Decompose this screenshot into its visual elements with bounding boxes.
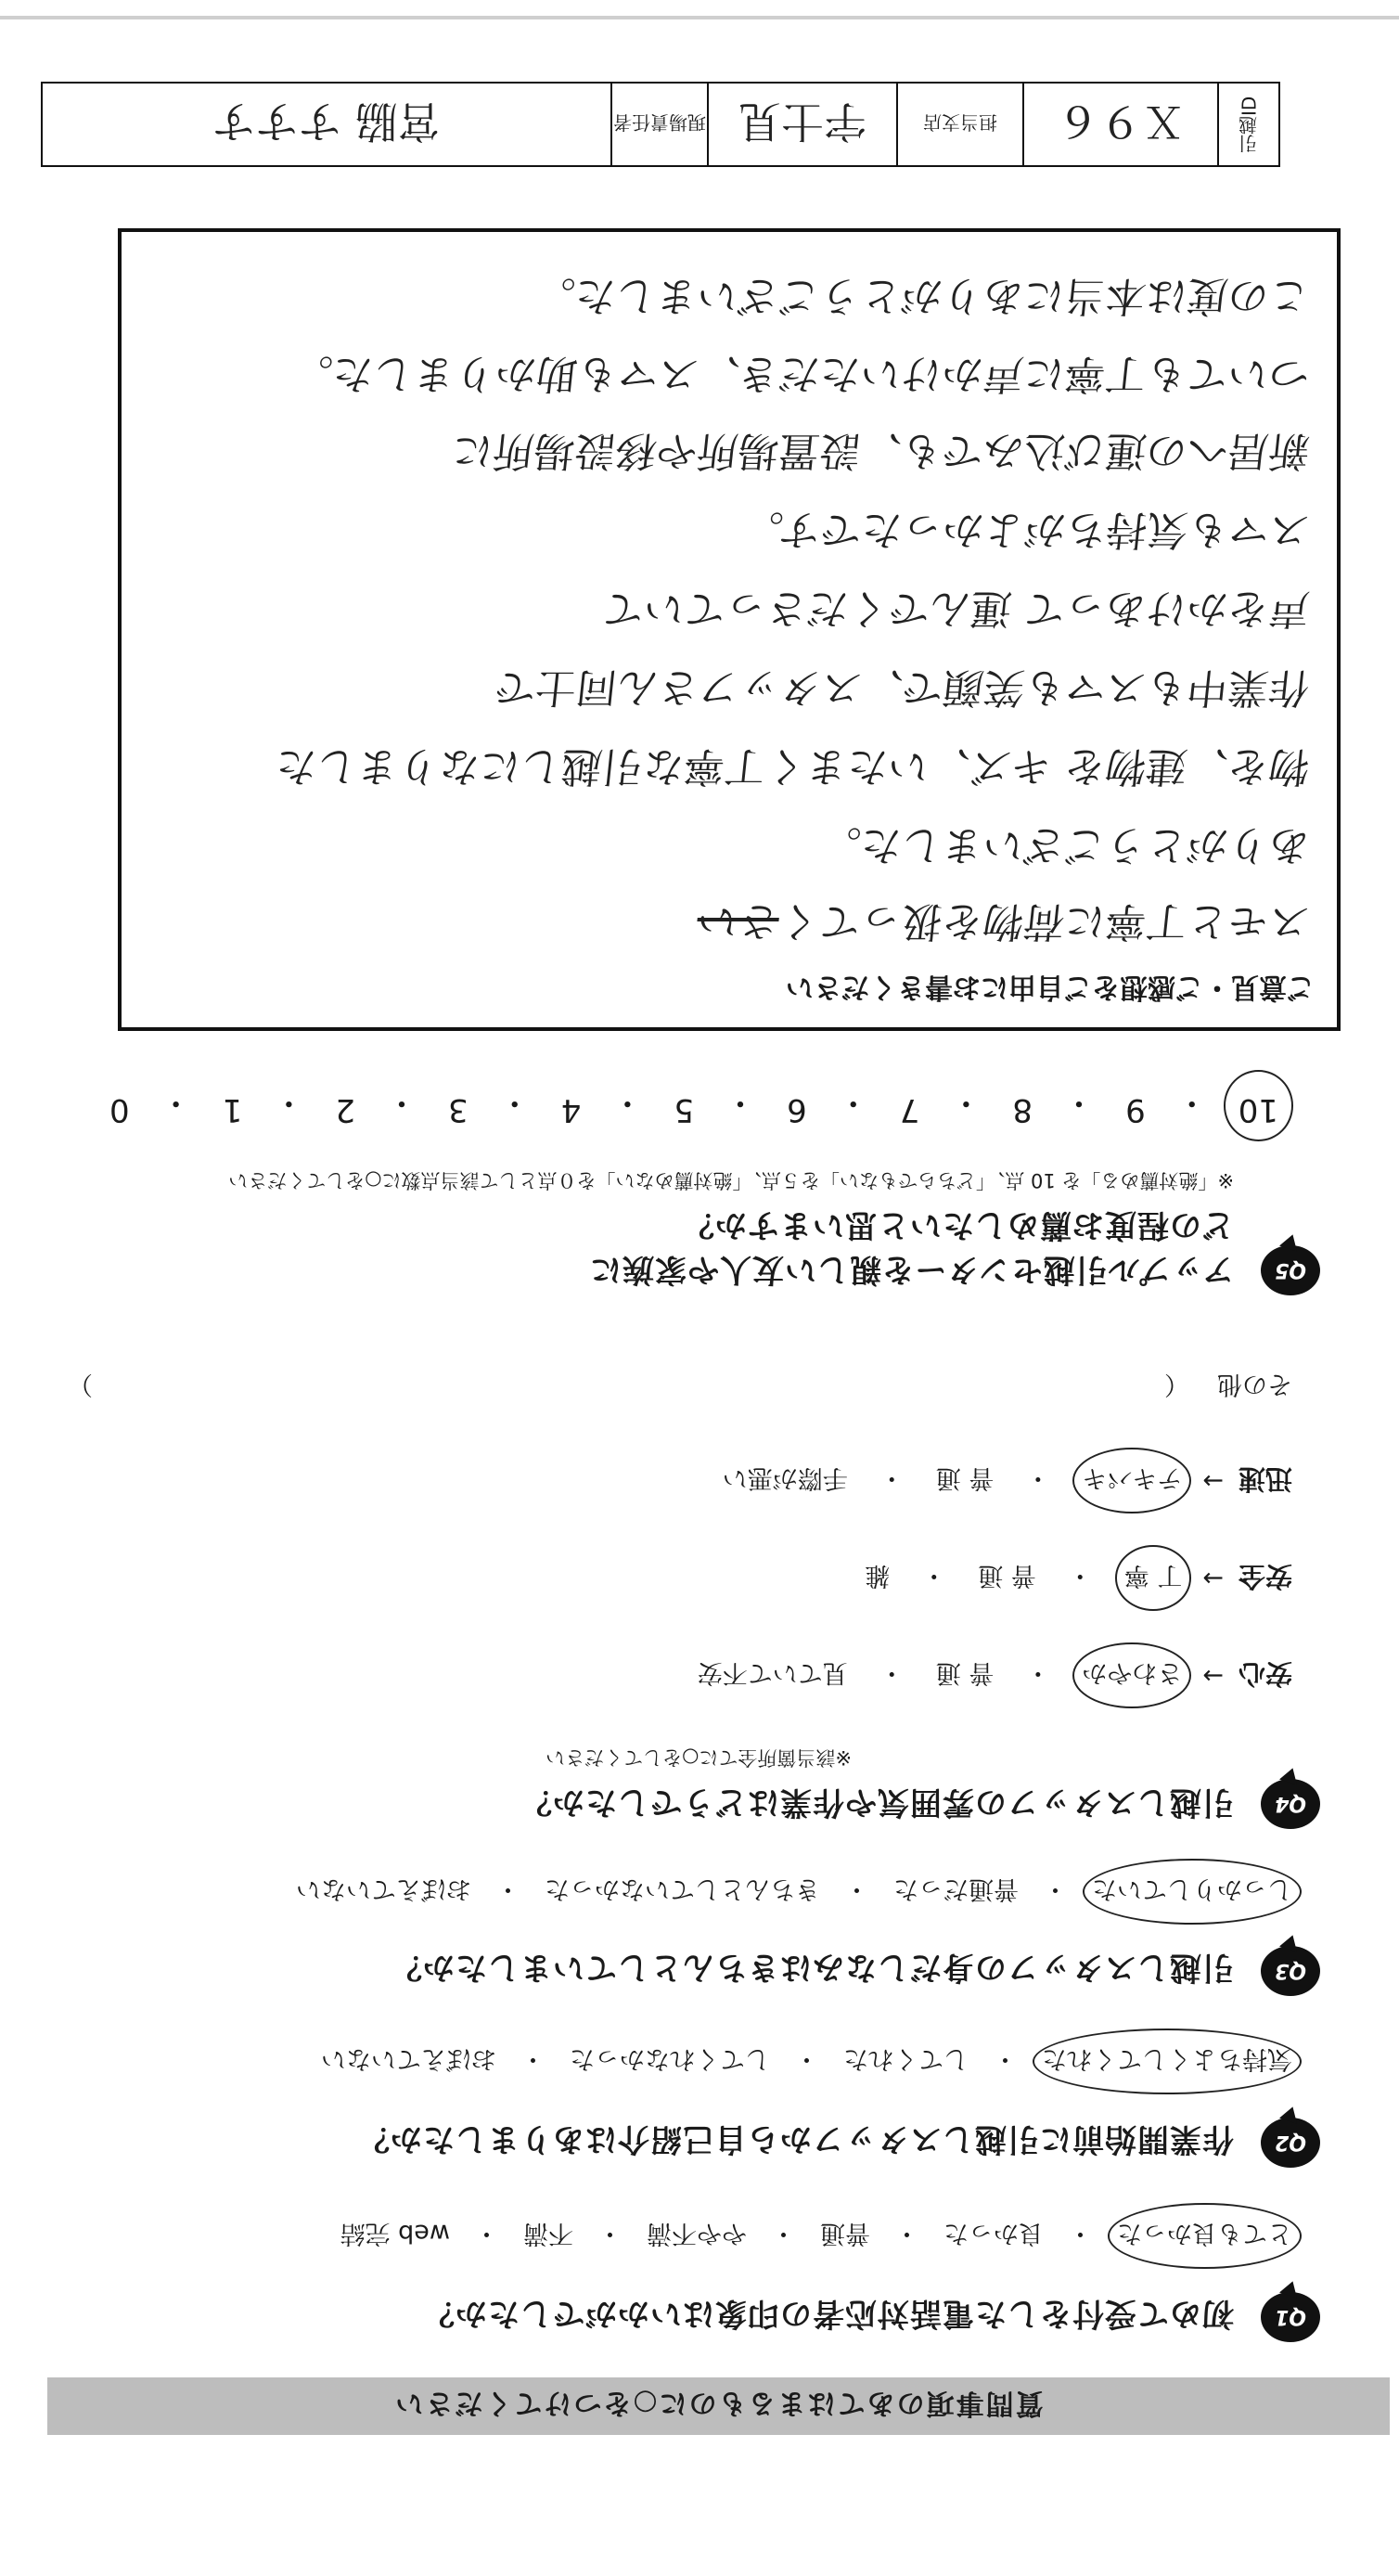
comment-box[interactable]	[118, 228, 1341, 1031]
comment-line-7: 新居への運び込みでも、設置場所や移設場所に	[449, 427, 1313, 474]
arrow-right-icon: →	[1202, 1564, 1224, 1592]
comment-line-3: 物を、建物を キズ、いたまく丁寧な引越しになりました	[273, 742, 1313, 790]
arrow-right-icon: →	[1202, 1466, 1224, 1495]
staff-id-value: Ｘ９６	[1057, 97, 1185, 147]
q4-anshin-option-refreshing[interactable]: さわやか	[1082, 1657, 1182, 1694]
q4-anzen-option-careful[interactable]: 丁 寧	[1124, 1560, 1183, 1596]
comment-title: ご意見・ご感想をご自由にお書きください	[786, 971, 1315, 1003]
score-3[interactable]: 3	[448, 1091, 468, 1128]
q5-question-line2: どの程度お薦めしたいと思いますか？	[682, 1206, 1234, 1243]
q2-question: 作業開始前に引越しスタッフから自己紹介はありましたか？	[357, 2120, 1234, 2157]
q4-row-jinsoku: 迅速 → テキパキ ・ 普 通 ・ 手際が悪い	[723, 1462, 1292, 1500]
staff-branch-label-cell	[896, 84, 1022, 165]
q4-category-anshin: 安心	[1238, 1658, 1292, 1690]
q1-option-web[interactable]: web 完結	[340, 2219, 450, 2248]
staff-leader-label-cell	[610, 84, 707, 165]
q1-option-dissatisfied[interactable]: 不満	[523, 2219, 573, 2248]
score-10[interactable]: 10	[1239, 1083, 1278, 1128]
scan-edge-divider	[0, 16, 1399, 19]
q4-other-row	[68, 1369, 1292, 1405]
q4-jinsoku-option-normal[interactable]: 普 通	[935, 1463, 995, 1492]
q2-option-dont-remember[interactable]: おぼえていない	[321, 2044, 496, 2073]
instruction-bar	[47, 2377, 1390, 2435]
score-4[interactable]: 4	[560, 1091, 582, 1128]
comment-line-2: ありがとうございました。	[816, 821, 1313, 869]
comment-line-9: この度は本当にありがとうございました。	[531, 272, 1313, 319]
q3-option-dont-remember[interactable]: おぼえていない	[296, 1874, 471, 1903]
score-6[interactable]: 6	[787, 1091, 807, 1128]
q5-note: ※「絶対薦める」を 10 点、「どちらでもない」を５点、「絶対薦めない」を０点として該当点数に○をしてください	[228, 1169, 1234, 1191]
comment-strikethrough: さい	[694, 897, 782, 945]
staff-table	[41, 82, 1280, 167]
q4-anshin-option-anxious[interactable]: 見ていて不安	[697, 1658, 848, 1687]
q4-jinsoku-option-clumsy[interactable]: 手際が悪い	[722, 1463, 848, 1492]
q3-badge-icon: Q3	[1261, 1946, 1320, 1996]
comment-line-6: スマも気持ちがよかったです。	[739, 506, 1313, 553]
staff-leader-value: 宮脇 すすす	[212, 97, 441, 147]
q4-category-jinsoku: 迅速	[1238, 1463, 1292, 1495]
q4-badge-icon: Q4	[1261, 1779, 1320, 1829]
q4-anshin-option-normal[interactable]: 普 通	[935, 1658, 995, 1687]
q4-row-anshin: 安心 → さわやか ・ 普 通 ・ 見ていて不安	[698, 1656, 1292, 1694]
score-1[interactable]: 1	[222, 1091, 243, 1128]
instruction-text: 質問事項のあてはまるものに○をつけてください	[393, 2387, 1044, 2419]
q4-note: ※該当箇所全てに○をしてください	[545, 1746, 852, 1769]
staff-id-label: 引越ID	[1238, 96, 1261, 153]
q1-question: 初めて受付をした電話対応者の印象はいかがでしたか？	[422, 2295, 1234, 2332]
q5-question-line1: アップル引越センターを親しい友人や家族に	[589, 1251, 1234, 1288]
q1-options: とても良かった ・ 良かった ・ 普通 ・ やや不満 ・ 不満 ・ web 完結	[340, 2218, 1292, 2254]
q2-badge-icon: Q2	[1261, 2118, 1320, 2168]
staff-leader-value-cell[interactable]	[43, 84, 610, 165]
q4-question: 引越しスタッフの雰囲気や作業はどうでしたか？	[520, 1784, 1234, 1821]
q2-option-did[interactable]: してくれた	[843, 2044, 969, 2073]
staff-branch-value-cell[interactable]	[707, 84, 896, 165]
staff-branch-label: 担当支店	[923, 111, 997, 135]
q3-options: しっかりしていた ・ 普通だった ・ きちんとしていなかった ・ おぼえていない	[296, 1874, 1292, 1910]
score-2[interactable]: 2	[335, 1091, 355, 1128]
q4-other-label: その他	[1217, 1370, 1292, 1398]
q2-options: 気持ちよくしてくれた ・ してくれた ・ してくれなかった ・ おぼえていない	[321, 2043, 1292, 2080]
q4-jinsoku-option-quick[interactable]: テキパキ	[1082, 1462, 1182, 1499]
q4-category-anzen: 安全	[1238, 1561, 1292, 1592]
staff-id-label-cell	[1217, 84, 1278, 165]
q3-option-neat[interactable]: しっかりしていた	[1092, 1874, 1292, 1910]
comment-line-1: スモと丁寧に荷物を扱ってくさい	[694, 897, 1313, 945]
score-scale: 10 ・ 9 ・ 8 ・ 7 ・ 6 ・ 5 ・ 4 ・ 3 ・ 2 ・ 1 ・ 0	[109, 1084, 1278, 1128]
q1-option-normal[interactable]: 普通	[820, 2219, 870, 2248]
score-5[interactable]: 5	[674, 1091, 695, 1128]
score-9[interactable]: 9	[1125, 1091, 1146, 1128]
comment-line-4: 作業中もスマも笑顔で、スタッフさん同士で	[492, 663, 1313, 711]
score-8[interactable]: 8	[1012, 1091, 1033, 1128]
q3-question: 引越しスタッフの身だしなみはきちんとしていましたか？	[390, 1949, 1234, 1986]
comment-line-5: 声をかけあって 運んでくださっていて	[600, 585, 1313, 632]
q4-anzen-option-normal[interactable]: 普 通	[978, 1561, 1036, 1590]
score-0[interactable]: 0	[109, 1091, 130, 1128]
comment-line-8: ついても丁寧に声かけいただき、スマも助かりました。	[289, 350, 1313, 397]
q1-option-very-good[interactable]: とても良かった	[1117, 2218, 1292, 2254]
q4-row-anzen: 安全 → 丁 寧 ・ 普 通 ・ 雑	[865, 1559, 1292, 1597]
staff-branch-value: 宇士見	[738, 97, 866, 147]
q1-badge-icon: Q1	[1261, 2292, 1320, 2342]
staff-leader-label: 現場責任者	[613, 111, 706, 135]
q4-anzen-option-rough[interactable]: 雑	[865, 1561, 891, 1590]
q3-option-not-neat[interactable]: きちんとしていなかった	[545, 1874, 820, 1903]
q4-other-close: ）	[68, 1370, 93, 1398]
arrow-right-icon: →	[1202, 1661, 1224, 1690]
q3-option-normal[interactable]: 普通だった	[893, 1874, 1019, 1903]
q1-option-slightly-dissatisfied[interactable]: やや不満	[647, 2219, 747, 2248]
q4-other-open: （	[1164, 1370, 1189, 1398]
staff-id-value-cell[interactable]	[1022, 84, 1217, 165]
q1-option-good[interactable]: 良かった	[943, 2219, 1044, 2248]
q2-option-pleasant[interactable]: 気持ちよくしてくれた	[1042, 2043, 1292, 2080]
q5-badge-icon: Q5	[1261, 1245, 1320, 1295]
score-7[interactable]: 7	[899, 1091, 920, 1128]
q2-option-did-not[interactable]: してくれなかった	[570, 2044, 770, 2073]
